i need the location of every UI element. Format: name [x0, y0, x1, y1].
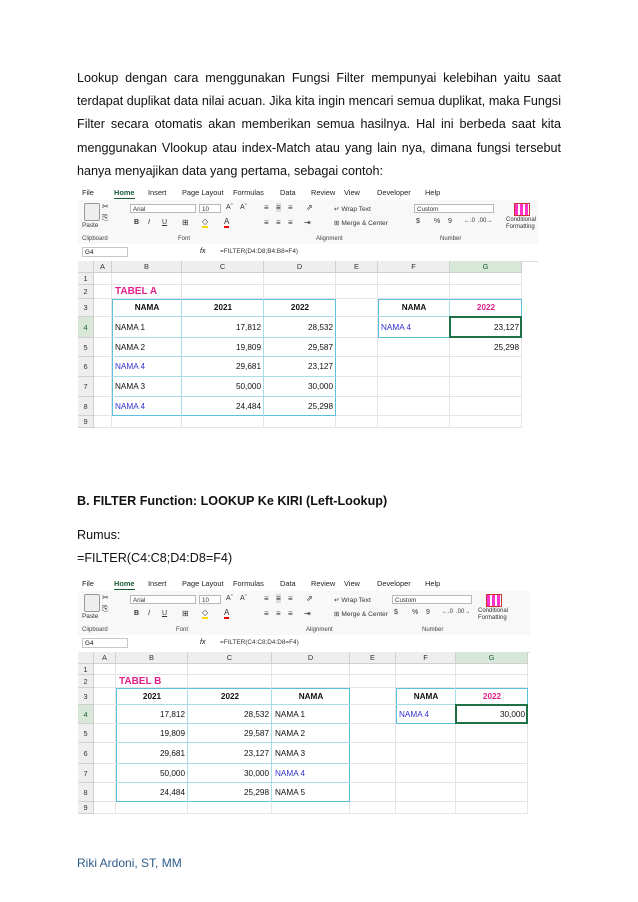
group-label-clipboard: Clipboard	[82, 627, 108, 633]
borders-icon[interactable]: ⊞	[182, 609, 189, 618]
cell-c7[interactable]: 30,000	[243, 769, 269, 778]
section-heading: B. FILTER Function: LOOKUP Ke KIRI (Left-Lookup)	[77, 494, 388, 508]
cell-f3[interactable]: NAMA	[401, 303, 427, 312]
group-label-font: Font	[178, 236, 191, 242]
fx-icon[interactable]: fx	[200, 639, 206, 646]
group-label-font: Font	[176, 627, 189, 633]
cell-d5[interactable]: NAMA 2	[275, 729, 306, 738]
cell-d3[interactable]: NAMA	[298, 692, 324, 701]
decrease-decimal-icon[interactable]: .00→	[478, 218, 493, 224]
cell-d6[interactable]: NAMA 3	[275, 749, 306, 758]
group-label-number: Number	[422, 627, 444, 633]
column-header-f[interactable]: F	[396, 652, 456, 664]
italic-button[interactable]: I	[148, 610, 150, 617]
column-header-a[interactable]: A	[94, 652, 116, 664]
percent-button[interactable]: %	[434, 218, 441, 225]
name-box[interactable]: G4	[82, 247, 128, 257]
currency-button[interactable]: $	[394, 609, 398, 616]
cell-c5[interactable]: 29,587	[243, 729, 269, 738]
cell-d3[interactable]: 2022	[290, 303, 310, 312]
borders-icon[interactable]: ⊞	[182, 218, 189, 227]
cell-g3[interactable]: 2022	[476, 303, 496, 312]
paste-icon[interactable]	[84, 203, 100, 221]
formula-label: Rumus:	[77, 528, 121, 542]
row-header-7[interactable]: 7	[78, 377, 94, 397]
increase-decimal-icon[interactable]: ←.0	[442, 609, 454, 615]
selected-cell-g4[interactable]	[449, 316, 522, 338]
select-all-corner[interactable]	[78, 261, 94, 273]
tab-home[interactable]: Home	[114, 188, 135, 197]
cell-g3[interactable]: 2022	[482, 692, 502, 701]
cell-g4[interactable]: 30,000	[499, 710, 525, 719]
row-header-5[interactable]: 5	[78, 724, 94, 743]
align-top-icon[interactable]: ≡	[264, 203, 269, 212]
column-header-b[interactable]: B	[116, 652, 188, 664]
fill-color-icon[interactable]: ◇	[202, 608, 209, 617]
cell-c7[interactable]: 50,000	[235, 382, 261, 391]
tab-insert[interactable]: Insert	[148, 579, 167, 588]
cell-b8[interactable]: NAMA 4	[115, 402, 146, 411]
cell-d7[interactable]: NAMA 4	[275, 769, 306, 778]
cell-b5[interactable]: 19,809	[159, 729, 185, 738]
excel-screenshot-filter-lookup	[78, 186, 538, 454]
number-format-select[interactable]: Custom	[392, 595, 472, 604]
cell-d4[interactable]: 28,532	[307, 323, 333, 332]
column-header-c[interactable]: C	[188, 652, 272, 664]
cell-g5[interactable]: 25,298	[493, 343, 519, 352]
conditional-formatting-button[interactable]: Conditional Formatting	[478, 608, 509, 621]
number-format-select[interactable]: Custom	[414, 204, 494, 213]
intro-paragraph: Lookup dengan cara menggunakan Fungsi Filter mempunyai kelebihan yaitu saat terdapat duplikat data nilai acuan. Jika kita ingin mencari semua duplikat, maka Fungsi Filter secara otomatis akan memberikan semua hasilnya. Hal ini berbeda saat kita menggunakan Vlookup atau index-Match atau yang lain nya, dimana fungsi tersebut hanya menyajikan data yang pertama, sebagai contoh:	[77, 71, 561, 178]
group-label-alignment: Alignment	[316, 236, 343, 242]
align-bottom-icon[interactable]: ≡	[288, 203, 293, 212]
cell-c4[interactable]: 28,532	[243, 710, 269, 719]
row-header-1[interactable]: 1	[78, 664, 94, 675]
percent-button[interactable]: %	[412, 609, 419, 616]
name-box[interactable]: G4	[82, 638, 128, 648]
align-top-icon[interactable]: ≡	[264, 594, 269, 603]
tab-view[interactable]: View	[344, 579, 360, 588]
table-inner-line	[187, 688, 188, 802]
tab-help[interactable]: Help	[425, 579, 441, 588]
tab-review[interactable]: Review	[311, 579, 336, 588]
sheet-grid	[78, 261, 538, 454]
font-name-select[interactable]: Arial	[130, 204, 196, 213]
cell-c5[interactable]: 19,809	[235, 343, 261, 352]
decrease-decimal-icon[interactable]: .00→	[456, 609, 471, 615]
cell-b2[interactable]: TABEL B	[119, 676, 162, 687]
column-header-d[interactable]: D	[264, 261, 336, 273]
cell-b6[interactable]: NAMA 4	[115, 362, 146, 371]
tab-file[interactable]: File	[82, 579, 94, 588]
cell-d6[interactable]: 23,127	[307, 362, 333, 371]
tab-insert[interactable]: Insert	[148, 188, 167, 197]
cut-icon[interactable]: ✂	[102, 593, 109, 602]
tab-home[interactable]: Home	[114, 579, 135, 588]
gridline	[521, 273, 522, 428]
font-color-icon[interactable]: A	[224, 217, 230, 226]
shrink-font-button[interactable]: Aˇ	[240, 595, 247, 602]
row-header-9[interactable]: 9	[78, 802, 94, 814]
formula-input[interactable]: =FILTER(C4:C8;D4:D8=F4)	[220, 639, 299, 646]
cell-c6[interactable]: 23,127	[243, 749, 269, 758]
excel-screenshot-left-lookup	[78, 577, 530, 825]
row-header-3[interactable]: 3	[78, 299, 94, 317]
paste-icon[interactable]	[84, 594, 100, 612]
cell-c8[interactable]: 24,484	[235, 402, 261, 411]
formula-text: =FILTER(C4:C8;D4:D8=F4)	[77, 551, 233, 565]
align-middle-icon[interactable]: ≡	[276, 594, 281, 603]
grow-font-button[interactable]: Aˆ	[226, 595, 233, 602]
sheet-grid	[78, 652, 530, 825]
row-header-8[interactable]: 8	[78, 397, 94, 416]
orientation-icon[interactable]: ⇗	[306, 594, 313, 603]
cell-b4[interactable]: NAMA 1	[115, 323, 146, 332]
wrap-text-button[interactable]: ↵ Wrap Text	[334, 206, 371, 213]
ribbon-home	[78, 200, 538, 245]
font-name-select[interactable]: Arial	[130, 595, 196, 604]
page-footer-author: Riki Ardoni, ST, MM	[77, 856, 182, 870]
merge-center-button[interactable]: ⊞ Merge & Center	[334, 220, 388, 227]
tab-page-layout[interactable]: Page Layout	[182, 579, 224, 588]
cell-b6[interactable]: 29,681	[159, 749, 185, 758]
cell-f4[interactable]: NAMA 4	[381, 323, 412, 332]
cell-c6[interactable]: 29,681	[235, 362, 261, 371]
gridline	[377, 273, 378, 428]
font-size-select[interactable]: 10	[199, 595, 221, 604]
font-color-icon[interactable]: A	[224, 608, 230, 617]
cell-d7[interactable]: 30,000	[307, 382, 333, 391]
row-header-7[interactable]: 7	[78, 764, 94, 783]
group-label-alignment: Alignment	[306, 627, 333, 633]
cut-icon[interactable]: ✂	[102, 202, 109, 211]
cell-b4[interactable]: 17,812	[159, 710, 185, 719]
fx-icon[interactable]: fx	[200, 248, 206, 255]
grow-font-button[interactable]: Aˆ	[226, 204, 233, 211]
row-header-1[interactable]: 1	[78, 273, 94, 285]
selected-cell-g4[interactable]	[455, 704, 528, 724]
tab-developer[interactable]: Developer	[377, 579, 411, 588]
bold-button[interactable]: B	[134, 610, 140, 617]
tab-file[interactable]: File	[82, 188, 94, 197]
tab-formulas[interactable]: Formulas	[233, 579, 264, 588]
conditional-formatting-icon[interactable]	[486, 594, 502, 607]
tab-page-layout[interactable]: Page Layout	[182, 188, 224, 197]
align-bottom-icon[interactable]: ≡	[288, 594, 293, 603]
cell-g4[interactable]: 23,127	[493, 323, 519, 332]
tab-view[interactable]: View	[344, 188, 360, 197]
cell-d4[interactable]: NAMA 1	[275, 710, 306, 719]
column-header-b[interactable]: B	[112, 261, 182, 273]
row-header-2[interactable]: 2	[78, 675, 94, 688]
ribbon-tabs	[78, 186, 538, 200]
align-center-icon[interactable]: ≡	[276, 218, 281, 227]
fill-color-icon[interactable]: ◇	[202, 217, 209, 226]
column-header-g[interactable]: G	[456, 652, 528, 664]
comma-button[interactable]: 9	[426, 609, 430, 616]
table-inner-line	[271, 688, 272, 802]
formula-bar	[78, 244, 538, 262]
align-right-icon[interactable]: ≡	[288, 609, 293, 618]
row-header-4[interactable]: 4	[78, 705, 94, 724]
gridline	[449, 273, 450, 428]
gridline	[94, 427, 522, 428]
tab-formulas[interactable]: Formulas	[233, 188, 264, 197]
align-center-icon[interactable]: ≡	[276, 609, 281, 618]
orientation-icon[interactable]: ⇗	[306, 203, 313, 212]
row-header-2[interactable]: 2	[78, 285, 94, 299]
group-label-clipboard: Clipboard	[82, 236, 108, 242]
column-header-e[interactable]: E	[350, 652, 396, 664]
select-all-corner[interactable]	[78, 652, 94, 664]
cell-d8[interactable]: 25,298	[307, 402, 333, 411]
cell-b5[interactable]: NAMA 2	[115, 343, 146, 352]
tab-data[interactable]: Data	[280, 579, 296, 588]
row-header-9[interactable]: 9	[78, 416, 94, 428]
paste-label[interactable]: Paste	[82, 613, 99, 620]
wrap-text-button[interactable]: ↵ Wrap Text	[334, 597, 371, 604]
cell-b3[interactable]: 2021	[142, 692, 162, 701]
cell-b2[interactable]: TABEL A	[115, 286, 158, 297]
row-header-6[interactable]: 6	[78, 357, 94, 377]
formula-input[interactable]: =FILTER(D4:D8;B4:B8=F4)	[220, 248, 299, 255]
align-right-icon[interactable]: ≡	[288, 218, 293, 227]
cell-b8[interactable]: 24,484	[159, 788, 185, 797]
comma-button[interactable]: 9	[448, 218, 452, 225]
underline-button[interactable]: U	[162, 219, 168, 226]
row-header-3[interactable]: 3	[78, 688, 94, 705]
cell-c3[interactable]: 2021	[213, 303, 233, 312]
formula-bar	[78, 635, 530, 653]
copy-icon[interactable]: ⎘	[102, 604, 109, 613]
row-header-5[interactable]: 5	[78, 338, 94, 357]
font-size-select[interactable]: 10	[199, 204, 221, 213]
underline-button[interactable]: U	[162, 610, 168, 617]
gridline	[94, 813, 528, 814]
indent-icon[interactable]: ⇥	[304, 609, 311, 618]
cell-b3[interactable]: NAMA	[134, 303, 160, 312]
shrink-font-button[interactable]: Aˇ	[240, 204, 247, 211]
cell-d5[interactable]: 29,587	[307, 343, 333, 352]
cell-c4[interactable]: 17,812	[235, 323, 261, 332]
column-header-f[interactable]: F	[378, 261, 450, 273]
column-header-a[interactable]: A	[94, 261, 112, 273]
column-header-g[interactable]: G	[450, 261, 522, 273]
increase-decimal-icon[interactable]: ←.0	[464, 218, 476, 224]
cell-c3[interactable]: 2022	[220, 692, 240, 701]
cell-b7[interactable]: 50,000	[159, 769, 185, 778]
row-header-6[interactable]: 6	[78, 743, 94, 764]
align-left-icon[interactable]: ≡	[264, 609, 269, 618]
row-header-4[interactable]: 4	[78, 317, 94, 338]
column-header-c[interactable]: C	[182, 261, 264, 273]
ribbon-tabs	[78, 577, 530, 591]
conditional-formatting-button[interactable]: Conditional Formatting	[506, 217, 537, 230]
ribbon-home	[78, 591, 530, 636]
column-header-e[interactable]: E	[336, 261, 378, 273]
cell-c8[interactable]: 25,298	[243, 788, 269, 797]
paste-label[interactable]: Paste	[82, 222, 99, 229]
group-label-number: Number	[440, 236, 462, 242]
tab-review[interactable]: Review	[311, 188, 336, 197]
align-middle-icon[interactable]: ≡	[276, 203, 281, 212]
cell-d8[interactable]: NAMA 5	[275, 788, 306, 797]
conditional-formatting-icon[interactable]	[514, 203, 530, 216]
tab-help[interactable]: Help	[425, 188, 441, 197]
tab-data[interactable]: Data	[280, 188, 296, 197]
cell-f3[interactable]: NAMA	[413, 692, 439, 701]
cell-f4[interactable]: NAMA 4	[399, 710, 430, 719]
column-header-d[interactable]: D	[272, 652, 350, 664]
merge-center-button[interactable]: ⊞ Merge & Center	[334, 611, 388, 618]
copy-icon[interactable]: ⎘	[102, 213, 109, 222]
row-header-8[interactable]: 8	[78, 783, 94, 802]
bold-button[interactable]: B	[134, 219, 140, 226]
italic-button[interactable]: I	[148, 219, 150, 226]
tab-developer[interactable]: Developer	[377, 188, 411, 197]
indent-icon[interactable]: ⇥	[304, 218, 311, 227]
currency-button[interactable]: $	[416, 218, 420, 225]
cell-b7[interactable]: NAMA 3	[115, 382, 146, 391]
align-left-icon[interactable]: ≡	[264, 218, 269, 227]
